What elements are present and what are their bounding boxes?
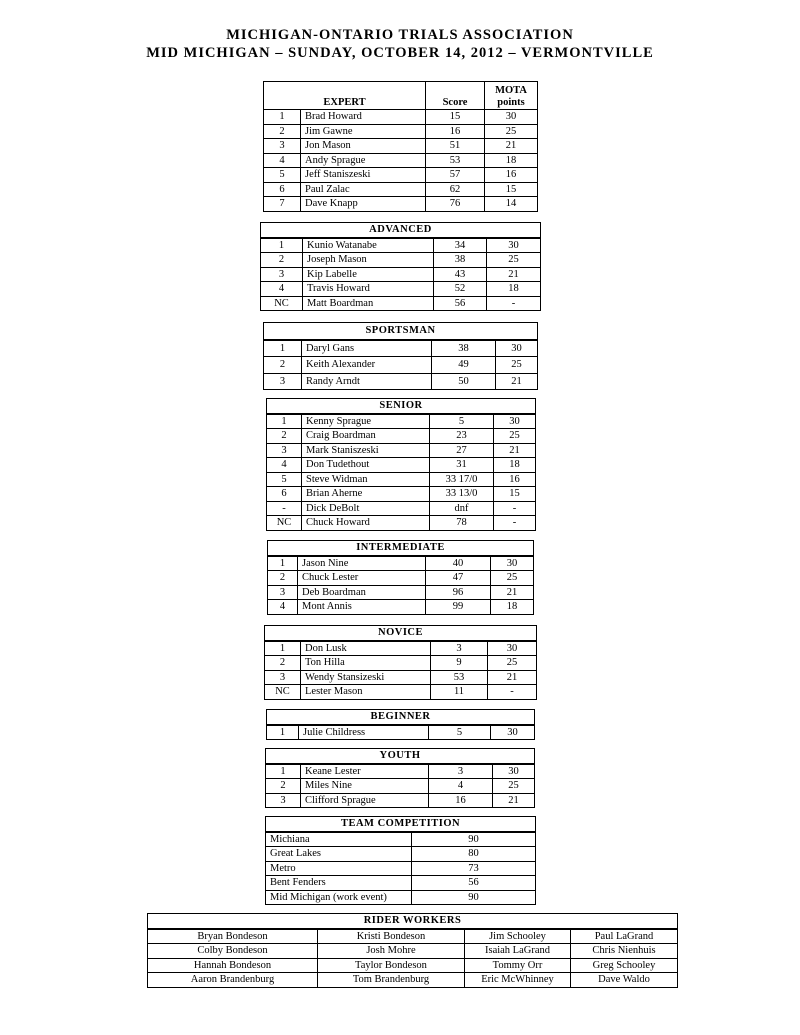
points-cell: -	[487, 296, 541, 311]
rider-name-cell: Dick DeBolt	[302, 501, 430, 516]
place-cell: 4	[267, 458, 302, 473]
place-cell: 2	[266, 779, 301, 794]
points-cell: 25	[485, 124, 538, 139]
result-row	[268, 600, 534, 615]
worker-name-cell: Bryan Bondeson	[148, 929, 318, 944]
place-cell: NC	[267, 516, 302, 531]
points-cell: 14	[485, 197, 538, 212]
place-cell: 2	[265, 656, 301, 671]
rider-name-cell: Keith Alexander	[302, 357, 432, 374]
score-cell: 3	[429, 764, 493, 779]
worker-name-cell: Chris Nienhuis	[571, 944, 678, 959]
place-cell: 2	[268, 571, 298, 586]
rider-name-cell: Steve Widman	[302, 472, 430, 487]
team-competition-title: TEAM COMPETITION	[266, 817, 536, 832]
rider-name-cell: Kenny Sprague	[302, 414, 430, 429]
score-cell: 49	[432, 357, 496, 374]
points-cell: 21	[491, 585, 534, 600]
sportsman-title: SPORTSMAN	[264, 323, 538, 340]
score-cell: 40	[426, 556, 491, 571]
doc-subtitle: MID MICHIGAN – SUNDAY, OCTOBER 14, 2012 – VERMONTVILLE	[146, 45, 654, 61]
points-cell: 25	[494, 429, 536, 444]
score-cell: 53	[426, 153, 485, 168]
score-cell: 16	[429, 793, 493, 808]
place-cell: 7	[264, 197, 301, 212]
score-cell: 23	[430, 429, 494, 444]
advanced-results-table	[260, 222, 541, 311]
workers-row	[148, 929, 678, 944]
team-score-cell: 56	[412, 876, 536, 891]
beginner-results-table	[266, 709, 535, 740]
place-cell: 1	[268, 556, 298, 571]
score-cell: 43	[434, 267, 487, 282]
place-cell: 4	[268, 600, 298, 615]
team-row	[266, 876, 536, 891]
score-cell: 5	[430, 414, 494, 429]
rider-name-cell: Jon Mason	[301, 139, 426, 154]
team-name-cell: Bent Fenders	[266, 876, 412, 891]
points-cell: 30	[485, 110, 538, 125]
score-cell: 27	[430, 443, 494, 458]
place-cell: NC	[261, 296, 303, 311]
score-cell: 16	[426, 124, 485, 139]
points-cell: 21	[496, 373, 538, 390]
place-cell: 1	[266, 764, 301, 779]
place-cell: 3	[265, 670, 301, 685]
result-row	[266, 793, 535, 808]
place-cell: 6	[267, 487, 302, 502]
team-name-cell: Michiana	[266, 832, 412, 847]
score-cell: 50	[432, 373, 496, 390]
team-name-cell: Mid Michigan (work event)	[266, 890, 412, 905]
place-cell: 3	[264, 139, 301, 154]
place-cell: 4	[264, 153, 301, 168]
result-row	[261, 238, 541, 253]
worker-name-cell: Kristi Bondeson	[318, 929, 465, 944]
points-cell: -	[494, 516, 536, 531]
score-cell: 99	[426, 600, 491, 615]
team-row	[266, 890, 536, 905]
points-cell: -	[494, 501, 536, 516]
score-cell: 15	[426, 110, 485, 125]
points-cell: 21	[494, 443, 536, 458]
score-header: Score	[426, 82, 485, 110]
result-row	[267, 487, 536, 502]
points-cell: 16	[494, 472, 536, 487]
result-row	[261, 253, 541, 268]
workers-row	[148, 944, 678, 959]
workers-row	[148, 958, 678, 973]
result-row	[261, 267, 541, 282]
place-cell: 2	[267, 429, 302, 444]
points-cell: 25	[491, 571, 534, 586]
rider-name-cell: Joseph Mason	[303, 253, 434, 268]
result-row	[267, 443, 536, 458]
result-row	[264, 153, 538, 168]
rider-name-cell: Brian Aherne	[302, 487, 430, 502]
result-row	[264, 139, 538, 154]
result-row	[267, 725, 535, 740]
place-cell: 1	[261, 238, 303, 253]
score-cell: dnf	[430, 501, 494, 516]
score-cell: 62	[426, 182, 485, 197]
rider-name-cell: Deb Boardman	[298, 585, 426, 600]
points-cell: 25	[488, 656, 537, 671]
result-row	[267, 458, 536, 473]
place-cell: 5	[267, 472, 302, 487]
team-score-cell: 90	[412, 832, 536, 847]
place-cell: 1	[264, 340, 302, 357]
rider-name-cell: Jeff Staniszeski	[301, 168, 426, 183]
team-name-cell: Great Lakes	[266, 847, 412, 862]
workers-row	[148, 973, 678, 988]
result-row	[264, 168, 538, 183]
points-cell: 21	[493, 793, 535, 808]
points-cell: 21	[488, 670, 537, 685]
place-cell: NC	[265, 685, 301, 700]
mota-points-header: MOTA points	[485, 82, 538, 110]
result-row	[264, 373, 538, 390]
intermediate-title: INTERMEDIATE	[268, 541, 534, 556]
place-cell: 5	[264, 168, 301, 183]
result-row	[264, 357, 538, 374]
place-cell: 3	[264, 373, 302, 390]
score-cell: 51	[426, 139, 485, 154]
points-cell: 30	[493, 764, 535, 779]
result-row	[266, 764, 535, 779]
doc-title: MICHIGAN-ONTARIO TRIALS ASSOCIATION	[226, 27, 574, 43]
team-score-cell: 80	[412, 847, 536, 862]
points-cell: 18	[485, 153, 538, 168]
points-cell: 30	[491, 556, 534, 571]
score-cell: 5	[429, 725, 491, 740]
place-cell: 1	[267, 414, 302, 429]
points-cell: 30	[494, 414, 536, 429]
expert-results-table	[263, 81, 538, 212]
worker-name-cell: Paul LaGrand	[571, 929, 678, 944]
worker-name-cell: Hannah Bondeson	[148, 958, 318, 973]
result-row	[268, 585, 534, 600]
result-row	[266, 779, 535, 794]
place-cell: 3	[267, 443, 302, 458]
result-row	[265, 656, 537, 671]
place-cell: 3	[268, 585, 298, 600]
rider-name-cell: Mont Annis	[298, 600, 426, 615]
rider-name-cell: Keane Lester	[301, 764, 429, 779]
score-cell: 56	[434, 296, 487, 311]
result-row	[267, 501, 536, 516]
score-cell: 11	[431, 685, 488, 700]
place-cell: -	[267, 501, 302, 516]
sportsman-results-table	[263, 322, 538, 390]
points-cell: 15	[494, 487, 536, 502]
team-row	[266, 847, 536, 862]
place-cell: 3	[261, 267, 303, 282]
score-cell: 78	[430, 516, 494, 531]
rider-name-cell: Jim Gawne	[301, 124, 426, 139]
rider-name-cell: Brad Howard	[301, 110, 426, 125]
result-row	[264, 340, 538, 357]
senior-title: SENIOR	[267, 399, 536, 414]
score-cell: 34	[434, 238, 487, 253]
result-row	[264, 124, 538, 139]
result-row	[267, 516, 536, 531]
points-cell: 30	[496, 340, 538, 357]
rider-name-cell: Clifford Sprague	[301, 793, 429, 808]
rider-name-cell: Ton Hilla	[301, 656, 431, 671]
rider-name-cell: Jason Nine	[298, 556, 426, 571]
rider-name-cell: Craig Boardman	[302, 429, 430, 444]
points-cell: 16	[485, 168, 538, 183]
score-cell: 31	[430, 458, 494, 473]
points-cell: 30	[488, 641, 537, 656]
rider-name-cell: Travis Howard	[303, 282, 434, 297]
rider-name-cell: Dave Knapp	[301, 197, 426, 212]
score-cell: 33 13/0	[430, 487, 494, 502]
team-score-cell: 90	[412, 890, 536, 905]
result-row	[264, 197, 538, 212]
result-row	[265, 641, 537, 656]
worker-name-cell: Tommy Orr	[465, 958, 571, 973]
score-cell: 38	[432, 340, 496, 357]
result-row	[267, 429, 536, 444]
rider-workers-table	[147, 913, 678, 988]
result-row	[265, 685, 537, 700]
result-row	[264, 110, 538, 125]
youth-title: YOUTH	[266, 749, 535, 764]
rider-name-cell: Don Tudethout	[302, 458, 430, 473]
place-cell: 2	[264, 357, 302, 374]
result-row	[267, 472, 536, 487]
score-cell: 9	[431, 656, 488, 671]
result-row	[264, 182, 538, 197]
score-cell: 47	[426, 571, 491, 586]
points-cell: 30	[491, 725, 535, 740]
worker-name-cell: Josh Mohre	[318, 944, 465, 959]
points-cell: 21	[485, 139, 538, 154]
worker-name-cell: Colby Bondeson	[148, 944, 318, 959]
novice-title: NOVICE	[265, 626, 537, 641]
place-cell: 1	[264, 110, 301, 125]
worker-name-cell: Tom Brandenburg	[318, 973, 465, 988]
rider-workers-title: RIDER WORKERS	[148, 914, 678, 929]
points-cell: 25	[493, 779, 535, 794]
score-cell: 57	[426, 168, 485, 183]
score-cell: 33 17/0	[430, 472, 494, 487]
score-cell: 4	[429, 779, 493, 794]
points-cell: 18	[494, 458, 536, 473]
team-name-cell: Metro	[266, 861, 412, 876]
place-cell: 6	[264, 182, 301, 197]
rider-name-cell: Julie Childress	[299, 725, 429, 740]
points-cell: 30	[487, 238, 541, 253]
worker-name-cell: Eric McWhinney	[465, 973, 571, 988]
result-row	[265, 670, 537, 685]
intermediate-results-table	[267, 540, 534, 615]
place-cell: 2	[261, 253, 303, 268]
score-cell: 52	[434, 282, 487, 297]
points-cell: 21	[487, 267, 541, 282]
rider-name-cell: Mark Staniszeski	[302, 443, 430, 458]
team-score-cell: 73	[412, 861, 536, 876]
team-competition-table	[265, 816, 536, 905]
place-cell: 3	[266, 793, 301, 808]
score-cell: 3	[431, 641, 488, 656]
score-cell: 96	[426, 585, 491, 600]
team-row	[266, 861, 536, 876]
youth-results-table	[265, 748, 535, 808]
novice-results-table	[264, 625, 537, 700]
rider-name-cell: Wendy Stansizeski	[301, 670, 431, 685]
points-cell: 15	[485, 182, 538, 197]
rider-name-cell: Andy Sprague	[301, 153, 426, 168]
place-cell: 1	[267, 725, 299, 740]
rider-name-cell: Kip Labelle	[303, 267, 434, 282]
score-cell: 76	[426, 197, 485, 212]
rider-name-cell: Chuck Howard	[302, 516, 430, 531]
worker-name-cell: Isaiah LaGrand	[465, 944, 571, 959]
score-cell: 38	[434, 253, 487, 268]
rider-name-cell: Kunio Watanabe	[303, 238, 434, 253]
place-cell: 2	[264, 124, 301, 139]
score-cell: 53	[431, 670, 488, 685]
rider-name-cell: Don Lusk	[301, 641, 431, 656]
worker-name-cell: Jim Schooley	[465, 929, 571, 944]
points-cell: 18	[487, 282, 541, 297]
rider-name-cell: Paul Zalac	[301, 182, 426, 197]
points-cell: -	[488, 685, 537, 700]
points-cell: 25	[487, 253, 541, 268]
result-row	[268, 556, 534, 571]
points-cell: 25	[496, 357, 538, 374]
result-row	[268, 571, 534, 586]
rider-name-cell: Daryl Gans	[302, 340, 432, 357]
worker-name-cell: Dave Waldo	[571, 973, 678, 988]
senior-results-table	[266, 398, 536, 531]
rider-name-cell: Lester Mason	[301, 685, 431, 700]
result-row	[261, 296, 541, 311]
place-cell: 4	[261, 282, 303, 297]
advanced-title: ADVANCED	[261, 223, 541, 238]
rider-name-cell: Randy Arndt	[302, 373, 432, 390]
rider-name-cell: Chuck Lester	[298, 571, 426, 586]
result-row	[261, 282, 541, 297]
rider-name-cell: Matt Boardman	[303, 296, 434, 311]
beginner-title: BEGINNER	[267, 710, 535, 725]
rider-name-cell: Miles Nine	[301, 779, 429, 794]
worker-name-cell: Greg Schooley	[571, 958, 678, 973]
expert-title: EXPERT	[264, 82, 426, 110]
worker-name-cell: Taylor Bondeson	[318, 958, 465, 973]
place-cell: 1	[265, 641, 301, 656]
team-row	[266, 832, 536, 847]
worker-name-cell: Aaron Brandenburg	[148, 973, 318, 988]
points-cell: 18	[491, 600, 534, 615]
result-row	[267, 414, 536, 429]
